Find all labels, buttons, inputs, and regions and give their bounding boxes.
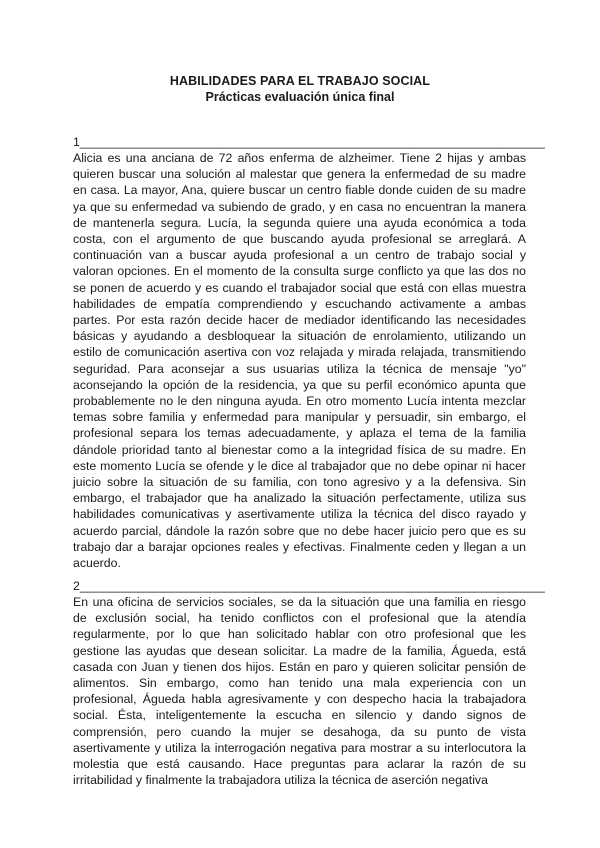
exercise-1-text: Alicia es una anciana de 72 años enferma de alzheimer. Tiene 2 hijas y ambas quieren buscar una solución al malestar que genera la enfermedad de su madre en casa. La mayor, Ana, quiere buscar un centro fiable donde cuiden de su madre ya que su enfermedad va subiendo de grado, y en casa no encuentran la manera de mantenerla segura. Lucía, la segunda quiere una ayuda económica a toda costa, con el argumento de que buscando ayuda profesional se arreglará. A continuación van a buscar ayuda profesional a un centro de trabajo social y valoran opciones. En el momento de la consulta surge conflicto ya que las dos no se ponen de acuerdo y es cuando el trabajador social que está con ellas muestra habilidades de empatía comprendiendo y escuchando activamente a ambas partes. Por esta razón decide hacer de mediador identificando las necesidades básicas y ayudando a desbloquear la situación de enrolamiento, utilizando un estilo de comunicación asertiva con voz relajada y mirada relajada, transmitiendo seguridad. Para aconsejar a sus usuarias utiliza la técnica de mensaje "yo" aconsejando la opción de la residencia, ya que su perfil económico apunta que probablemente no le den ninguna ayuda. En otro momento Lucía intenta mezclar temas sobre familia y enfermedad para manipular y persuadir, sin embargo, el profesional separa los temas adecuadamente, y aplaza el tema de la familia dándole prioridad tanto al bienestar como a la integridad física de su madre. En este momento Lucía se ofende y le dice al trabajador que no debe opinar ni hacer juicio sobre la situación de su familia, con tono agresivo y a la defensiva. Sin embargo, el trabajador que ha analizado la situación perfectamente, utiliza sus habilidades comunicativas y asertivamente utiliza la técnica del disco rayado y acuerdo parcial, dándole la razón sobre que no debe hacer juicio pero que es su trabajo dar a barajar opciones reales y efectivas. Finalmente ceden y llegan a un acuerdo.: [73, 151, 526, 571]
exercise-2-text: En una oficina de servicios sociales, se da la situación que una familia en riesgo de exclusión social, ha tenido conflictos con el profesional que la atendía regularmente, por lo que han solicitado hablar con otro profesional que les gestione las ayudas que desean solicitar. La madre de la familia, Águeda, está casada con Juan y tienen dos hijos. Están en paro y quieren solicitar pensión de alimentos. Sin embargo, como han tenido una mala experiencia con un profesional, Águeda habla agresivamente y con despecho hacia la trabajadora social. Ésta, inteligentemente la escucha en silencio y dando signos de comprensión, pero cuando la mujer se desahoga, da su punto de vista asertivamente y utiliza la interrogación negativa para mostrar a su interlocutora la molestia que está causando. Hace preguntas para aclarar la razón de su irritabilidad y finalmente la trabajadora utiliza la técnica de aserción negativa: [73, 595, 526, 788]
document-title: HABILIDADES PARA EL TRABAJO SOCIAL: [169, 74, 431, 88]
exercise-2: [73, 579, 545, 788]
exercise-2-heading: 2____________________________________________________________________: [73, 579, 545, 593]
exercise-1: [73, 135, 545, 571]
document-subtitle: Prácticas evaluación única final: [205, 90, 395, 104]
exercise-1-heading: 1____________________________________________________________________: [73, 135, 545, 149]
